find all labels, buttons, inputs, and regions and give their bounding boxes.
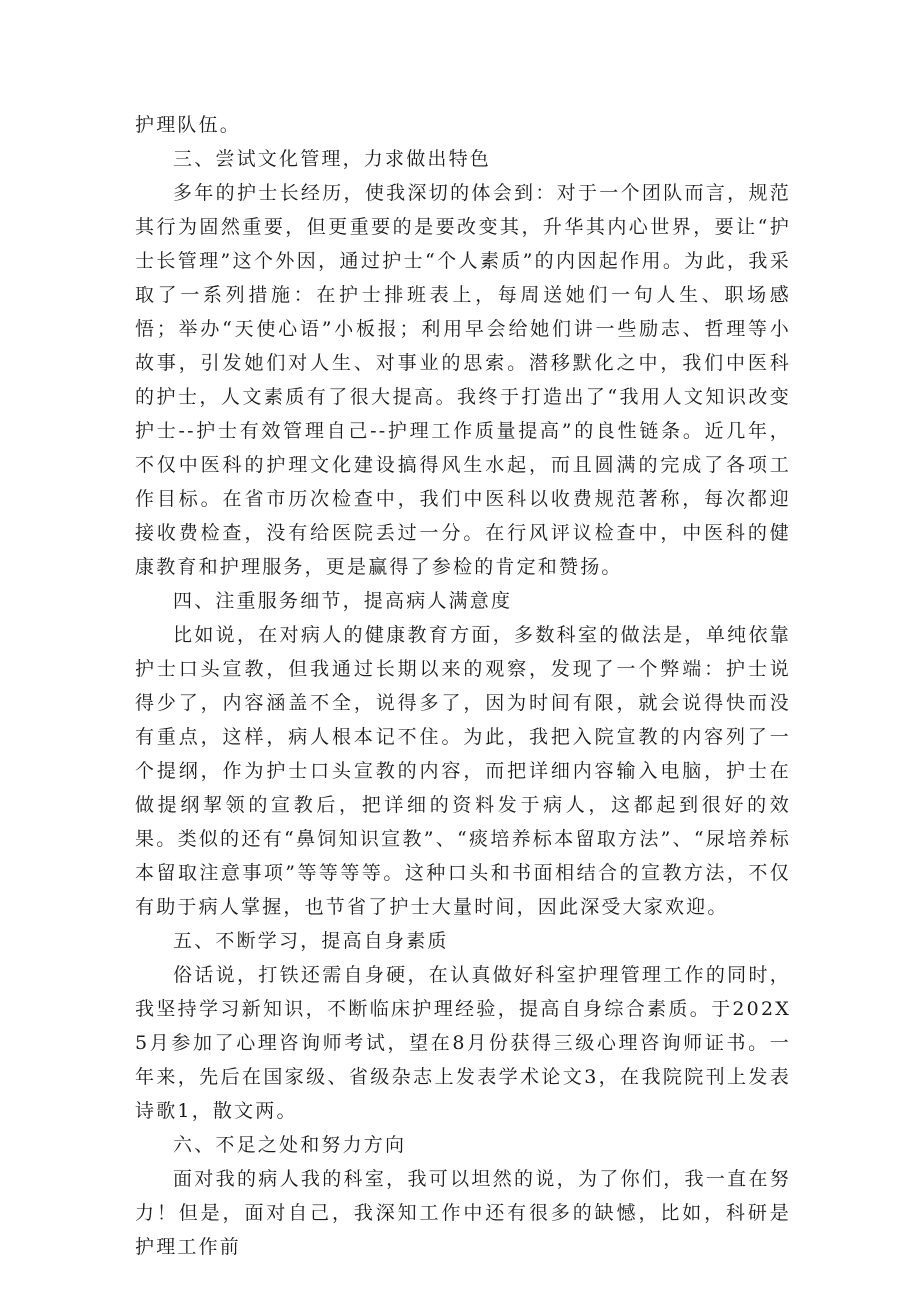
document-body bbox=[135, 108, 791, 1264]
paragraph-shortcomings: 面对我的病人我的科室，我可以坦然的说，为了你们，我一直在努力！但是，面对自己，我深知工作中还有很多的缺憾，比如，科研是护理工作前 bbox=[135, 1168, 791, 1258]
paragraph-continuous-learning: 俗话说，打铁还需自身硬，在认真做好科室护理管理工作的同时，我坚持学习新知识，不断临床护理经验，提高自身综合素质。于202X5月参加了心理咨询师考试，望在8月份获得三级心理咨询师证书。一年来，先后在国家级、省级杂志上发表学术论文3，在我院院刊上发表诗歌1，散文两。 bbox=[135, 964, 791, 1122]
paragraph-culture-management: 多年的护士长经历，使我深切的体会到：对于一个团队而言，规范其行为固然重要，但更重要的是要改变其，升华其内心世界，要让“护士长管理”这个外因，通过护士“个人素质”的内因起作用。为此，我采取了一系列措施：在护士排班表上，每周送她们一句人生、职场感悟；举办“天使心语”小板报；利用早会给她们讲一些励志、哲理等小故事，引发她们对人生、对事业的思索。潜移默化之中，我们中医科的护士，人文素质有了很大提高。我终于打造出了“我用人文知识改变护士--护士有效管理自己--护理工作质量提高”的良性链条。近几年，不仅中医科的护理文化建设搞得风生水起，而且圆满的完成了各项工作目标。在省市历次检查中，我们中医科以收费规范著称，每次都迎接收费检查，没有给医院丢过一分。在行风评议检查中，中医科的健康教育和护理服务，更是赢得了参检的肯定和赞扬。 bbox=[135, 182, 791, 578]
section-heading-service-details: 四、注重服务细节，提高病人满意度 bbox=[173, 590, 513, 612]
paragraph-continuation: 护理队伍。 bbox=[135, 114, 242, 136]
paragraph-service-details: 比如说，在对病人的健康教育方面，多数科室的做法是，单纯依靠护士口头宣教，但我通过长期以来的观察，发现了一个弊端：护士说得少了，内容涵盖不全，说得多了，因为时间有限，就会说得快而没有重点，这样，病人根本记不住。为此，我把入院宣教的内容列了一个提纲，作为护士口头宣教的内容，而把详细内容输入电脑，护士在做提纲挈领的宣教后，把详细的资料发于病人，这都起到很好的效果。类似的还有“鼻饲知识宣教”、“痰培养标本留取方法”、“尿培养标本留取注意事项”等等等等。这种口头和书面相结合的宣教方法，不仅有助于病人掌握，也节省了护士大量时间，因此深受大家欢迎。 bbox=[135, 624, 791, 918]
section-heading-continuous-learning: 五、不断学习，提高自身素质 bbox=[173, 930, 449, 952]
section-heading-shortcomings: 六、不足之处和努力方向 bbox=[173, 1134, 407, 1156]
section-heading-culture-management: 三、尝试文化管理，力求做出特色 bbox=[173, 148, 492, 170]
